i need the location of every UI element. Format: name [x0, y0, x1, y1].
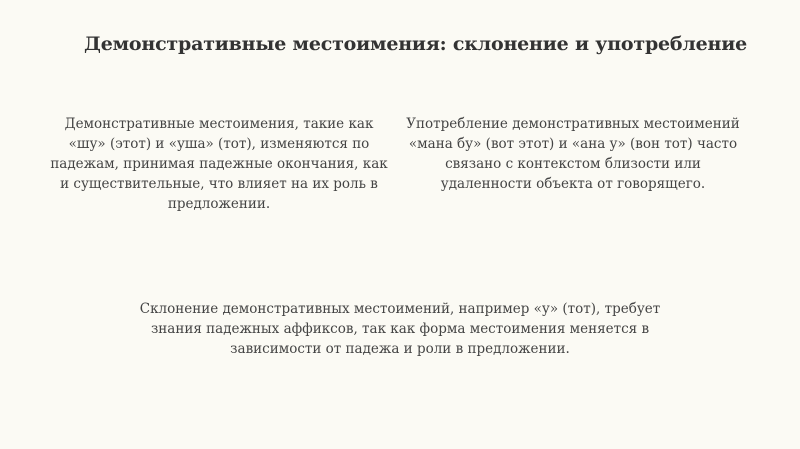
- text-block-bottom: Склонение демонстративных местоимений, например «у» (тот), требует знания падежных аффиксов, так как форма местоимения меняется в зависимости от падежа и роли в предложении.: [139, 301, 661, 357]
- text-block-left: Демонстративные местоимения, такие как «шу» (этот) и «уша» (тот), изменяются по падежам, принимая падежные окончания, как и существительные, что влияет на их роль в предложении.: [50, 116, 388, 212]
- slide-title: Демонстративные местоимения: склонение и употребление: [84, 33, 747, 55]
- text-block-right: Употребление демонстративных местоимений «мана бу» (вот этот) и «ана у» (вон тот) часто связано с контекстом близости или удаленности объекта от говорящего.: [406, 116, 740, 192]
